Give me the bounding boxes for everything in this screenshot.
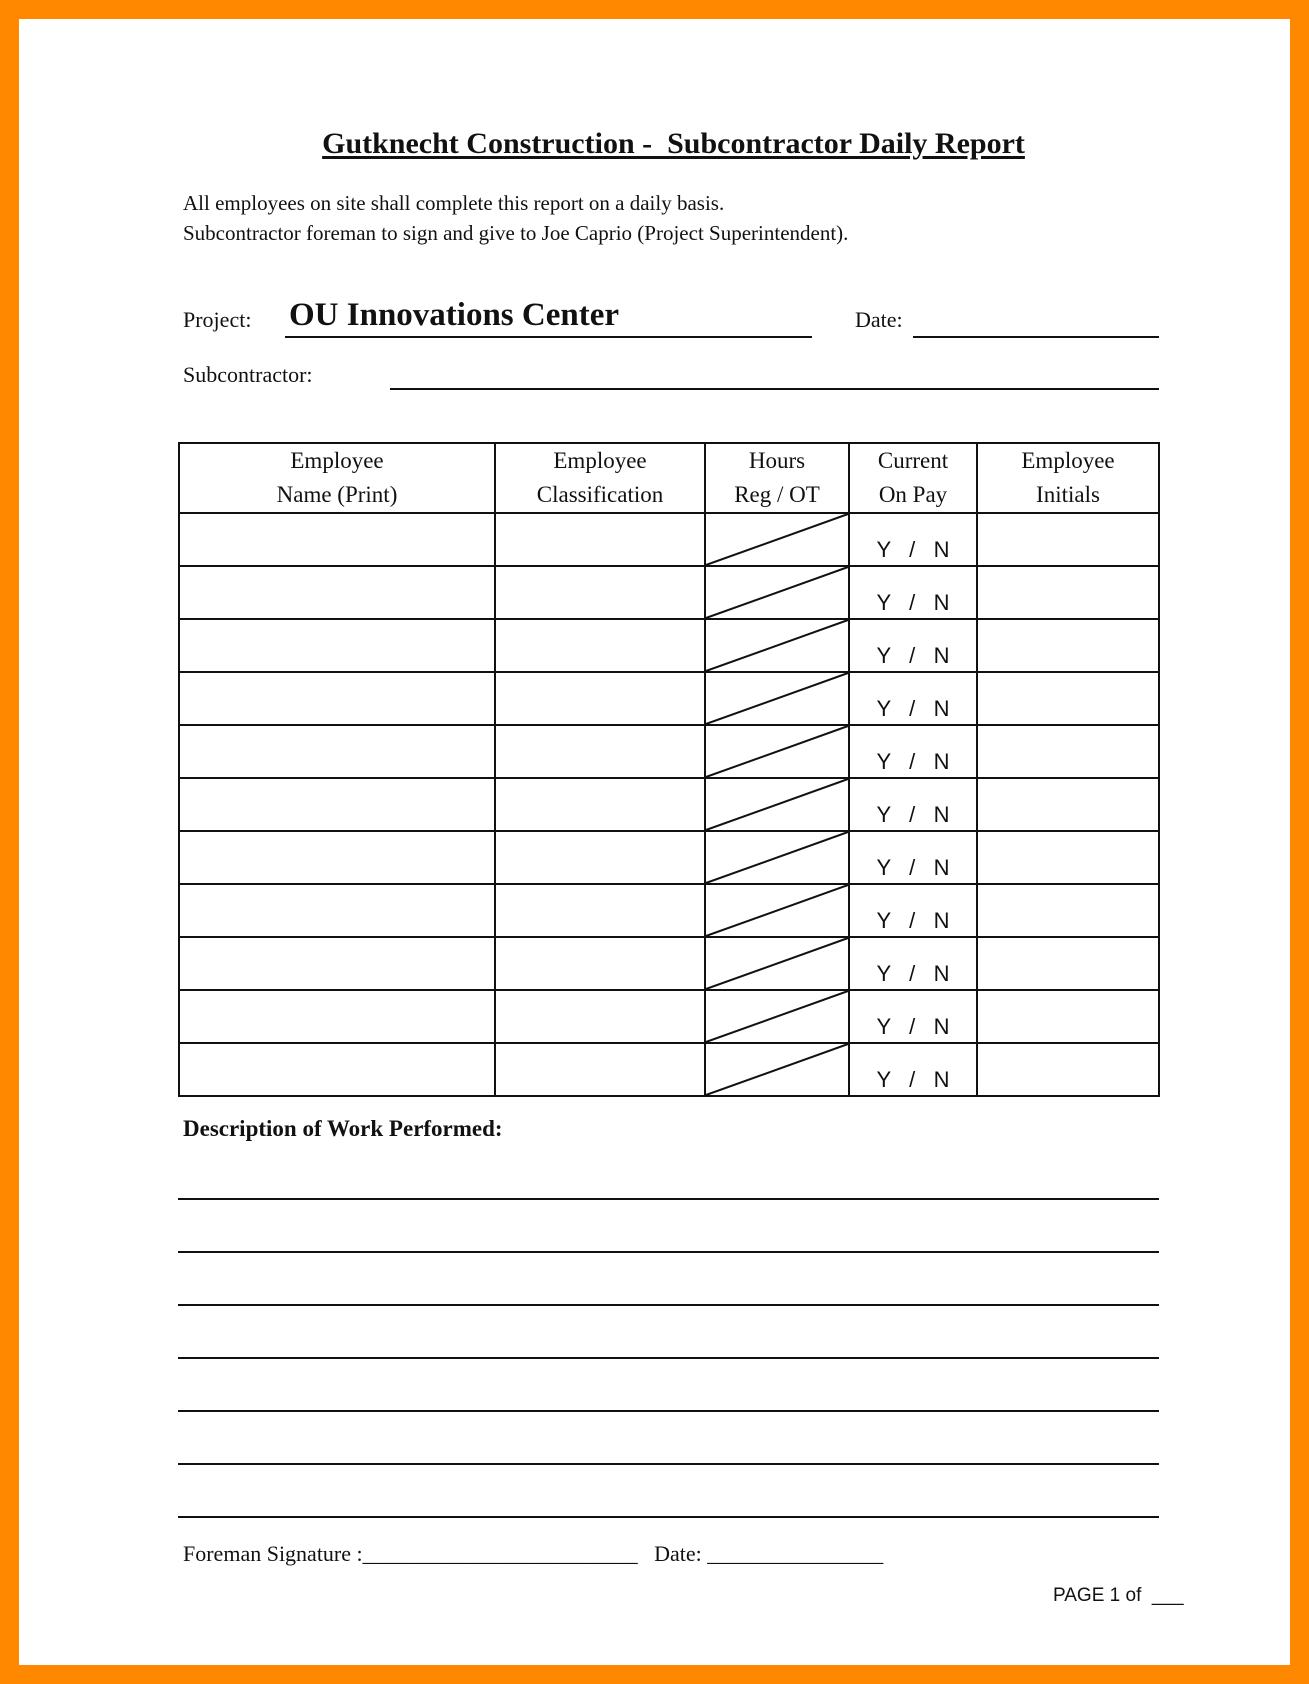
description-line[interactable]: [178, 1304, 1159, 1306]
employee-initials-cell[interactable]: [977, 566, 1159, 619]
employee-name-cell[interactable]: [179, 778, 495, 831]
table-row: [179, 513, 1159, 566]
yes-no-option[interactable]: Y / N: [876, 749, 950, 774]
employee-initials-cell[interactable]: [977, 1043, 1159, 1096]
employee-classification-cell[interactable]: [495, 619, 705, 672]
yes-no-option[interactable]: Y / N: [876, 1067, 950, 1092]
hours-diagonal-divider: [706, 938, 848, 989]
employee-initials-cell[interactable]: [977, 831, 1159, 884]
table-header-row: [179, 443, 1159, 513]
hours-diagonal-divider: [706, 832, 848, 883]
employee-initials-cell[interactable]: [977, 778, 1159, 831]
employee-name-cell[interactable]: [179, 1043, 495, 1096]
header-hours: Hours Reg / OT: [705, 443, 849, 513]
description-line[interactable]: [178, 1410, 1159, 1412]
employee-table: [178, 442, 1160, 1097]
employee-classification-cell[interactable]: [495, 884, 705, 937]
employee-classification-cell[interactable]: [495, 778, 705, 831]
hours-reg-ot-cell[interactable]: [705, 619, 849, 672]
current-on-pay-cell[interactable]: [849, 513, 977, 566]
hours-diagonal-divider: [706, 779, 848, 830]
employee-initials-cell[interactable]: [977, 672, 1159, 725]
current-on-pay-cell[interactable]: [849, 672, 977, 725]
hours-reg-ot-cell[interactable]: [705, 1043, 849, 1096]
hours-diagonal-divider: [706, 620, 848, 671]
current-on-pay-cell[interactable]: [849, 831, 977, 884]
hours-reg-ot-cell[interactable]: [705, 831, 849, 884]
employee-classification-cell[interactable]: [495, 1043, 705, 1096]
header-employee-name: Employee Name (Print): [179, 443, 495, 513]
current-on-pay-cell[interactable]: [849, 990, 977, 1043]
foreman-signature-line[interactable]: Foreman Signature :_________________________ Date: ________________: [183, 1541, 884, 1566]
yes-no-option[interactable]: Y / N: [876, 961, 950, 986]
yes-no-option[interactable]: Y / N: [876, 643, 950, 668]
table-row: [179, 778, 1159, 831]
yes-no-option[interactable]: Y / N: [876, 537, 950, 562]
description-line[interactable]: [178, 1251, 1159, 1253]
current-on-pay-cell[interactable]: [849, 884, 977, 937]
description-line[interactable]: [178, 1516, 1159, 1518]
yes-no-option[interactable]: Y / N: [876, 802, 950, 827]
current-on-pay-cell[interactable]: [849, 725, 977, 778]
current-on-pay-cell[interactable]: [849, 937, 977, 990]
subcontractor-label: Subcontractor:: [183, 362, 313, 387]
hours-reg-ot-cell[interactable]: [705, 672, 849, 725]
header-employee-classification: Employee Classification: [495, 443, 705, 513]
employee-initials-cell[interactable]: [977, 619, 1159, 672]
yes-no-option[interactable]: Y / N: [876, 908, 950, 933]
description-line[interactable]: [178, 1357, 1159, 1359]
hours-reg-ot-cell[interactable]: [705, 937, 849, 990]
employee-initials-cell[interactable]: [977, 990, 1159, 1043]
employee-name-cell[interactable]: [179, 672, 495, 725]
hours-diagonal-divider: [706, 514, 848, 565]
employee-initials-cell[interactable]: [977, 513, 1159, 566]
yes-no-option[interactable]: Y / N: [876, 1014, 950, 1039]
subcontractor-field-line[interactable]: [390, 388, 1159, 390]
hours-reg-ot-cell[interactable]: [705, 884, 849, 937]
description-line[interactable]: [178, 1198, 1159, 1200]
yes-no-option[interactable]: Y / N: [876, 855, 950, 880]
report-title: Gutknecht Construction - Subcontractor Daily Report: [322, 127, 1025, 160]
table-row: [179, 990, 1159, 1043]
description-line[interactable]: [178, 1463, 1159, 1465]
table-row: [179, 831, 1159, 884]
current-on-pay-cell[interactable]: [849, 778, 977, 831]
project-value: OU Innovations Center: [289, 297, 620, 333]
table-row: [179, 937, 1159, 990]
employee-name-cell[interactable]: [179, 566, 495, 619]
employee-classification-cell[interactable]: [495, 672, 705, 725]
hours-diagonal-divider: [706, 673, 848, 724]
employee-name-cell[interactable]: [179, 937, 495, 990]
table-row: [179, 725, 1159, 778]
employee-name-cell[interactable]: [179, 884, 495, 937]
intro-line-1: All employees on site shall complete this report on a daily basis.: [183, 191, 725, 215]
employee-classification-cell[interactable]: [495, 513, 705, 566]
employee-name-cell[interactable]: [179, 619, 495, 672]
table-row: [179, 884, 1159, 937]
current-on-pay-cell[interactable]: [849, 566, 977, 619]
date-label: Date:: [855, 307, 903, 332]
hours-reg-ot-cell[interactable]: [705, 566, 849, 619]
employee-name-cell[interactable]: [179, 725, 495, 778]
employee-classification-cell[interactable]: [495, 990, 705, 1043]
header-employee-initials: Employee Initials: [977, 443, 1159, 513]
employee-classification-cell[interactable]: [495, 831, 705, 884]
hours-reg-ot-cell[interactable]: [705, 778, 849, 831]
page-number: PAGE 1 of ___: [1053, 1585, 1184, 1606]
employee-classification-cell[interactable]: [495, 725, 705, 778]
table-row: [179, 619, 1159, 672]
intro-line-2: Subcontractor foreman to sign and give to Joe Caprio (Project Superintendent).: [183, 221, 849, 245]
hours-reg-ot-cell[interactable]: [705, 990, 849, 1043]
employee-name-cell[interactable]: [179, 990, 495, 1043]
hours-diagonal-divider: [706, 567, 848, 618]
employee-initials-cell[interactable]: [977, 884, 1159, 937]
table-row: [179, 1043, 1159, 1096]
date-field-line[interactable]: [913, 336, 1159, 338]
current-on-pay-cell[interactable]: [849, 619, 977, 672]
employee-classification-cell[interactable]: [495, 566, 705, 619]
project-label: Project:: [183, 307, 252, 332]
hours-diagonal-divider: [706, 1044, 848, 1095]
employee-initials-cell[interactable]: [977, 725, 1159, 778]
employee-name-cell[interactable]: [179, 513, 495, 566]
hours-reg-ot-cell[interactable]: [705, 513, 849, 566]
hours-diagonal-divider: [706, 885, 848, 936]
header-current-on-pay: Current On Pay: [849, 443, 977, 513]
hours-diagonal-divider: [706, 991, 848, 1042]
employee-name-cell[interactable]: [179, 831, 495, 884]
description-label: Description of Work Performed:: [183, 1116, 503, 1141]
hours-diagonal-divider: [706, 726, 848, 777]
hours-reg-ot-cell[interactable]: [705, 725, 849, 778]
current-on-pay-cell[interactable]: [849, 1043, 977, 1096]
yes-no-option[interactable]: Y / N: [876, 590, 950, 615]
project-field-line[interactable]: [285, 336, 812, 338]
employee-initials-cell[interactable]: [977, 937, 1159, 990]
yes-no-option[interactable]: Y / N: [876, 696, 950, 721]
employee-classification-cell[interactable]: [495, 937, 705, 990]
table-row: [179, 566, 1159, 619]
table-row: [179, 672, 1159, 725]
